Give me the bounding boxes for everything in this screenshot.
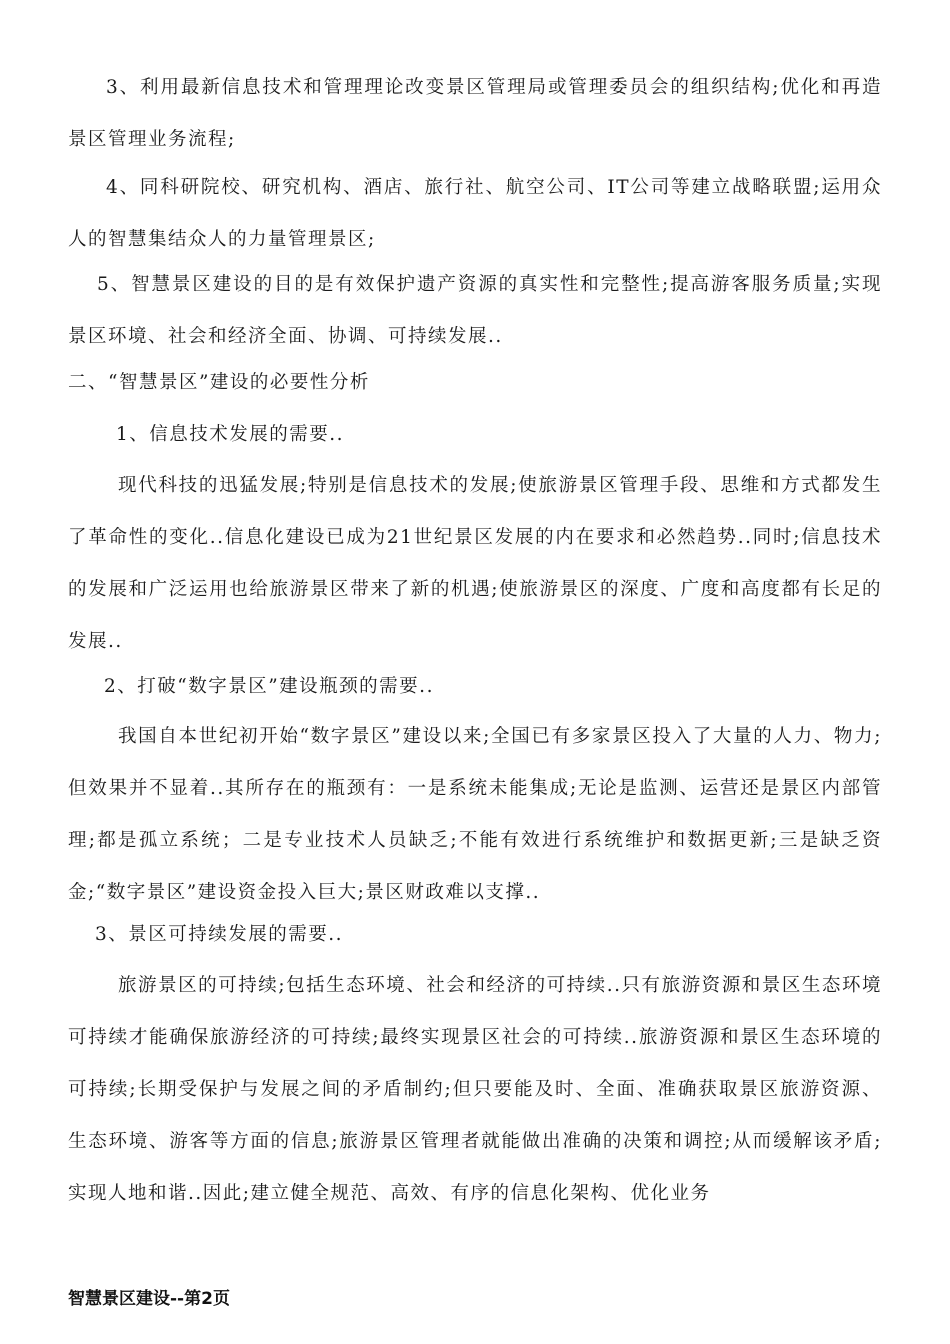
paragraph-it-development: 现代科技的迅猛发展;特别是信息技术的发展;使旅游景区管理手段、思维和方式都发生了革命性的变化..信息化建设已成为21世纪景区发展的内在要求和必然趋势..同时;信息技术的发展和广泛运用也给旅游景区带来了新的机遇;使旅游景区的深度、广度和高度都有长足的发展.. — [68, 475, 882, 652]
paragraph-point-3: 3、利用最新信息技术和管理理论改变景区管理局或管理委员会的组织结构;优化和再造景区管理业务流程; — [68, 77, 882, 150]
paragraph-sustainability: 旅游景区的可持续;包括生态环境、社会和经济的可持续..只有旅游资源和景区生态环境可持续才能确保旅游经济的可持续;最终实现景区社会的可持续..旅游资源和景区生态环境的可持续;长期受保护与发展之间的矛盾制约;但只要能及时、全面、准确获取景区旅游资源、生态环境、游客等方面的信息;旅游景区管理者就能做出准确的决策和调控;从而缓解该矛盾;实现人地和谐..因此;建立健全规范、高效、有序的信息化架构、优化业务 — [68, 975, 882, 1204]
paragraph-point-4: 4、同科研院校、研究机构、酒店、旅行社、航空公司、IT公司等建立战略联盟;运用众人的智慧集结众人的力量管理景区; — [68, 177, 882, 250]
subheading-2: 2、打破“数字景区”建设瓶颈的需要.. — [104, 676, 434, 697]
paragraph-digital-bottleneck: 我国自本世纪初开始“数字景区”建设以来;全国已有多家景区投入了大量的人力、物力;但效果并不显着..其所存在的瓶颈有：一是系统未能集成;无论是监测、运营还是景区内部管理;都是孤立系统；二是专业技术人员缺乏;不能有效进行系统维护和数据更新;三是缺乏资金;“数字景区”建设资金投入巨大;景区财政难以支撑.. — [68, 726, 882, 903]
subheading-1: 1、信息技术发展的需要.. — [116, 424, 345, 445]
section-heading: 二、“智慧景区”建设的必要性分析 — [68, 372, 370, 393]
paragraph-point-5: 5、智慧景区建设的目的是有效保护遗产资源的真实性和完整性;提高游客服务质量;实现景区环境、社会和经济全面、协调、可持续发展.. — [68, 274, 882, 347]
page-footer: 智慧景区建设--第2页 — [68, 1289, 230, 1309]
subheading-3: 3、景区可持续发展的需要.. — [95, 924, 344, 945]
